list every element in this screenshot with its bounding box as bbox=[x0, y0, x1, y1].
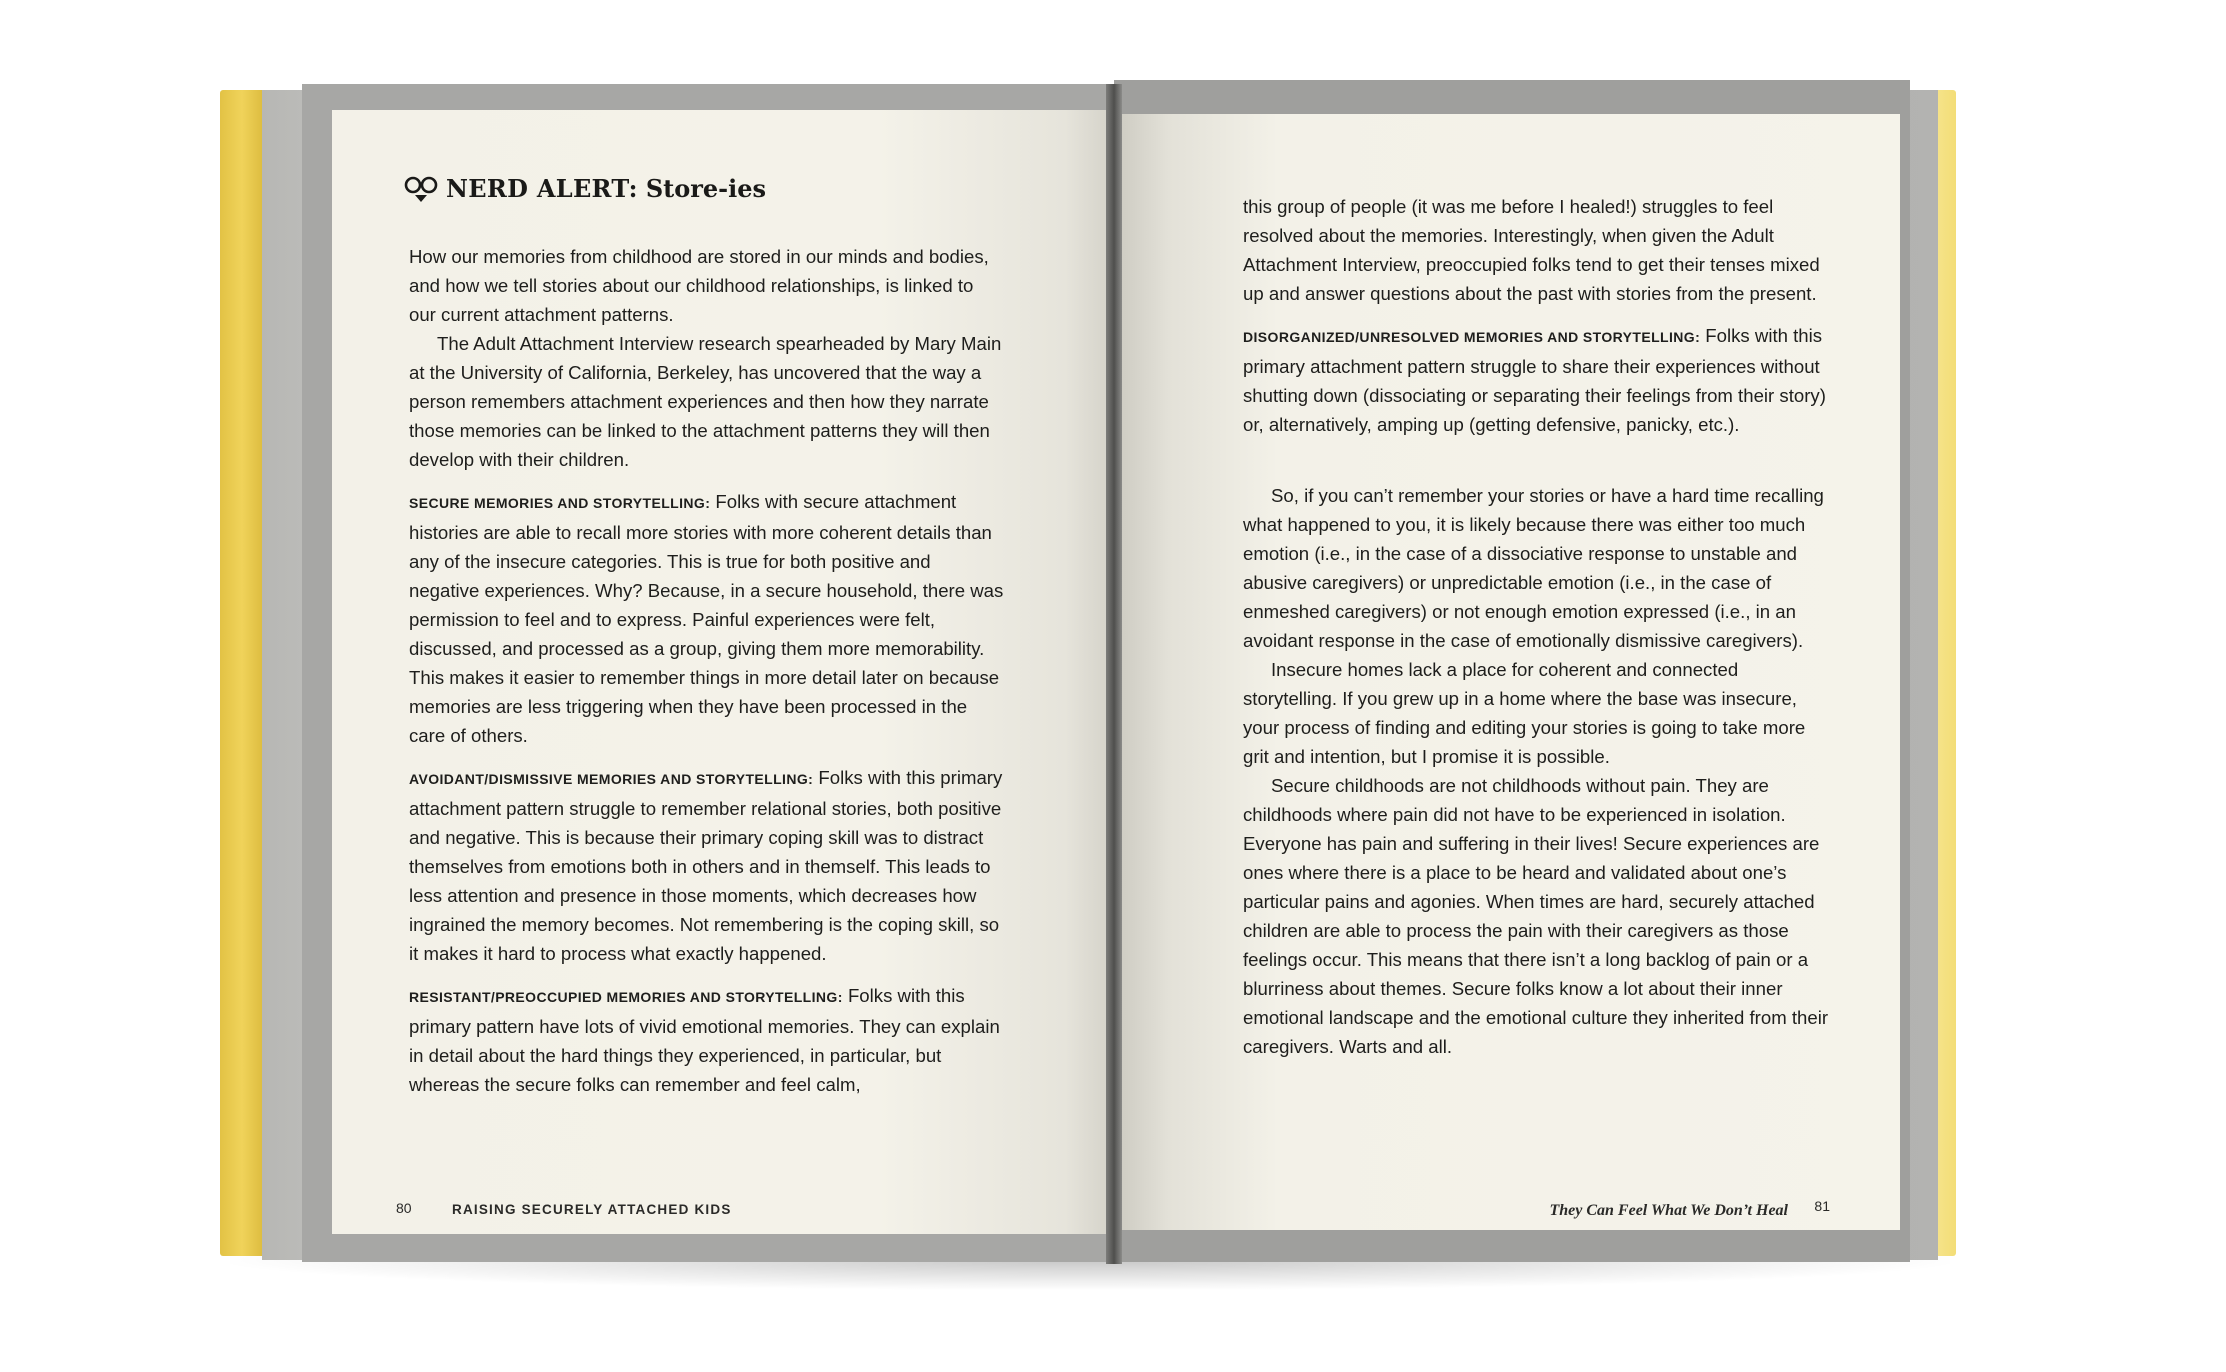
recall-paragraph: So, if you can’t remember your stories or have a hard time recalling what happened to you, it is likely because there was either too much emotion (i.e., in the case of a dissociative response to unstable and abusive caregivers) or unpredictable emotion (i.e., in the case of enmeshed caregivers) or not enough emotion expressed (i.e., in an avoidant response in the case of emotionally dismissive caregivers). bbox=[1243, 485, 1824, 651]
page-number-left: 80 bbox=[396, 1200, 412, 1216]
heading-title: Store-ies bbox=[645, 174, 767, 203]
resistant-label: RESISTANT/PREOCCUPIED MEMORIES AND STORYTELLING: bbox=[409, 989, 843, 1005]
running-head-right: They Can Feel What We Don’t Heal bbox=[1549, 1202, 1788, 1219]
avoidant-text: Folks with this primary attachment pattern struggle to remember relational stories, both positive and negative. This is because their primary coping skill was to distract themselves from emotions both in others and in themself. This leads to less attention and presence in those moments, which decreases how ingrained the memory becomes. Not remembering is the coping skill, so it makes it hard to process what exactly happened. bbox=[409, 767, 1003, 964]
disorganized-label: DISORGANIZED/UNRESOLVED MEMORIES AND STORYTELLING: bbox=[1243, 329, 1701, 345]
book-gutter bbox=[1106, 84, 1122, 1264]
secure-label: SECURE MEMORIES AND STORYTELLING: bbox=[409, 495, 711, 511]
avoidant-paragraph bbox=[409, 763, 1005, 968]
insecure-homes-paragraph: Insecure homes lack a place for coherent and connected storytelling. If you grew up in a home where the base was insecure, your process of finding and editing your stories is going to take more grit and intention, but I promise it is possible. bbox=[1243, 659, 1806, 767]
secure-paragraph bbox=[409, 487, 1005, 750]
right-body-text bbox=[1243, 192, 1829, 1061]
secure-childhoods-paragraph: Secure childhoods are not childhoods without pain. They are childhoods where pain did not have to be experienced in isolation. Everyone has pain and suffering in their lives! Secure experiences are ones where there is a place to be heard and validated about one’s particular pains and agonies. When times are hard, securely attached children are able to process the pain with their caregivers as those feelings occur. This means that there isn’t a long backlog of pain or a blurriness about themes. Secure folks know a lot about their inner emotional landscape and the emotional culture they inherited from their caregivers. Warts and all. bbox=[1243, 775, 1829, 1057]
cover-edge-left bbox=[220, 90, 264, 1256]
left-page bbox=[332, 110, 1112, 1234]
resistant-paragraph bbox=[409, 981, 1005, 1099]
resistant-text: Folks with this primary pattern have lots of vivid emotional memories. They can explain in detail about the hard things they experienced, in particular, but whereas the secure folks can remember and feel calm, bbox=[409, 985, 1000, 1095]
right-page bbox=[1122, 114, 1900, 1230]
disorganized-paragraph bbox=[1243, 321, 1829, 439]
running-head-left: RAISING SECURELY ATTACHED KIDS bbox=[452, 1202, 732, 1217]
nerd-alert-heading bbox=[404, 174, 766, 203]
avoidant-label: AVOIDANT/DISMISSIVE MEMORIES AND STORYTELLING: bbox=[409, 771, 814, 787]
aai-paragraph: The Adult Attachment Interview research spearheaded by Mary Main at the University of California, Berkeley, has uncovered that the way a person remembers attachment experiences and then how they narrate those memories can be linked to the attachment patterns they will then develop with their children. bbox=[409, 333, 1002, 470]
glasses-icon bbox=[404, 175, 438, 203]
disorganized-text: Folks with this primary attachment pattern struggle to share their experiences without shutting down (dissociating or separating their feelings from their story) or, alternatively, amping up (getting defensive, panicky, etc.). bbox=[1243, 325, 1826, 435]
continued-paragraph: this group of people (it was me before I healed!) struggles to feel resolved about the memories. Interestingly, when given the Adult Attachment Interview, preoccupied folks tend to get their tenses mixed up and answer questions about the past with stories from the present. bbox=[1243, 196, 1820, 304]
left-body-text bbox=[409, 242, 1005, 1099]
secure-text: Folks with secure attachment histories are able to recall more stories with more coherent details than any of the insecure categories. This is true for both positive and negative experiences. Why? Because, in a secure household, there was permission to feel and to express. Painful experiences were felt, discussed, and processed as a group, giving them more memorability. This makes it easier to remember things in more detail later on because memories are less triggering when they have been processed in the care of others. bbox=[409, 491, 1004, 746]
page-number-right: 81 bbox=[1814, 1198, 1830, 1214]
heading-label: NERD ALERT: bbox=[446, 174, 638, 203]
intro-paragraph: How our memories from childhood are stored in our minds and bodies, and how we tell stories about our childhood relationships, is linked to our current attachment patterns. bbox=[409, 246, 989, 325]
